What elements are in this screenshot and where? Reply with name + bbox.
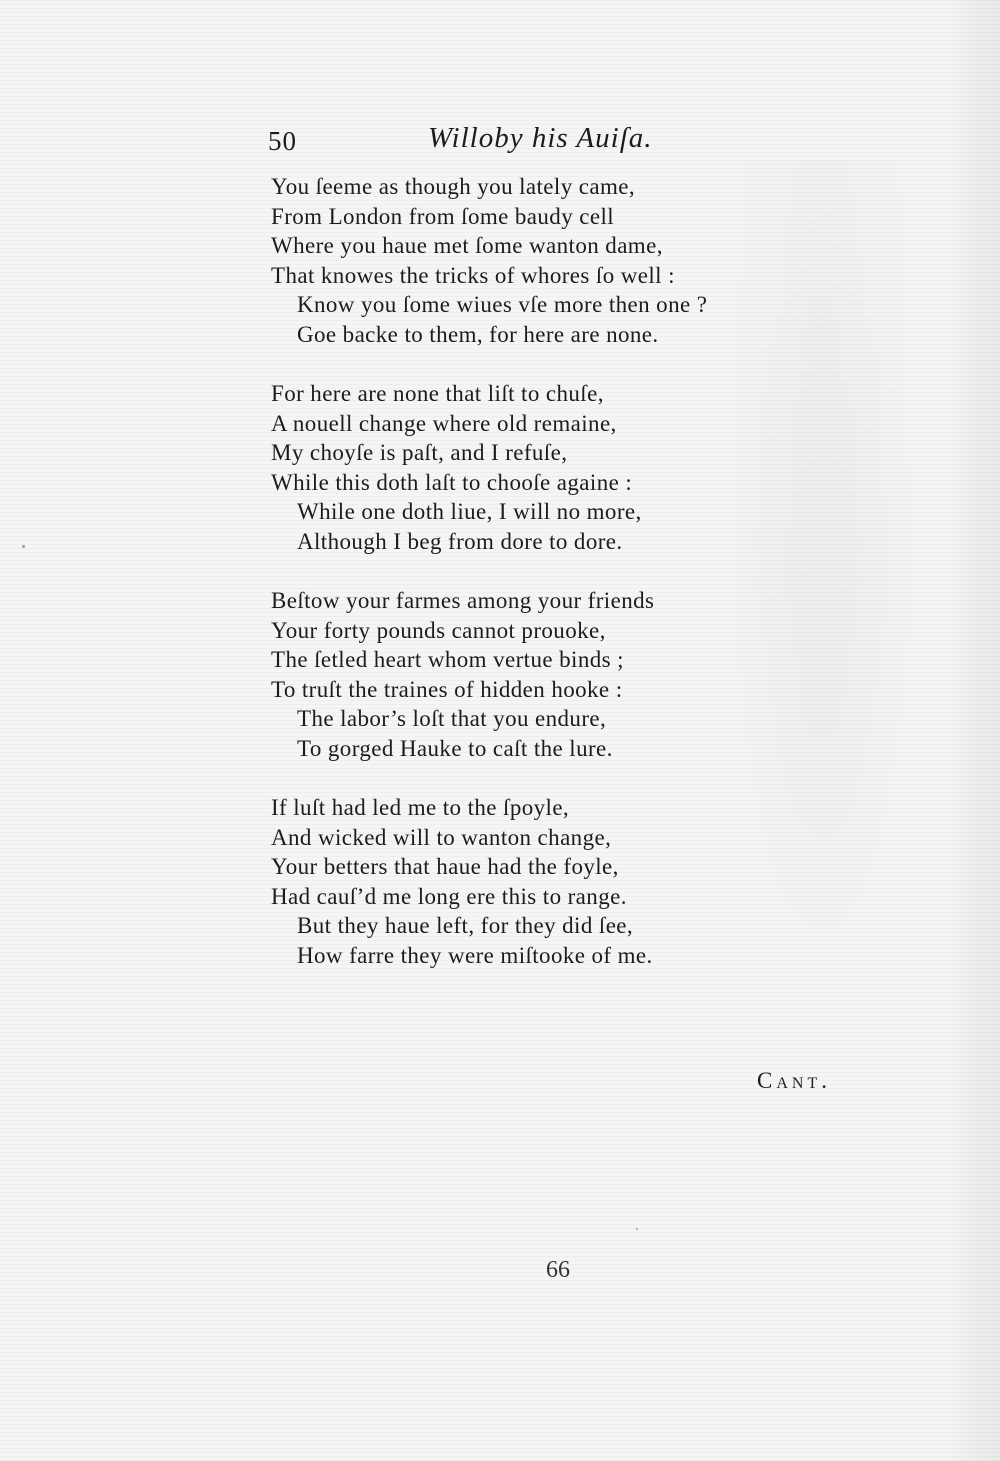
verse-line: That knowes the tricks of whores ſo well : <box>271 262 675 288</box>
verse-line-indented: But they haue left, for they did ſee, <box>297 913 634 938</box>
verse-line: Your forty pounds cannot prouoke, <box>271 617 606 643</box>
catchword: Cant. <box>757 1068 831 1093</box>
verse-line-indented: The labor’s loſt that you endure, <box>297 706 607 731</box>
verse-line: And wicked will to wanton change, <box>271 824 612 850</box>
verse-line: Your betters that haue had the foyle, <box>271 854 619 879</box>
folio-number: 50 <box>268 126 297 156</box>
verse-line: My choyſe is paſt, and I refuſe, <box>271 440 568 465</box>
verse-line: Where you haue met ſome wanton dame, <box>271 233 663 258</box>
stanza <box>271 586 791 763</box>
page-edge-shadow <box>940 0 1000 1461</box>
verse-line-indented: Goe backe to them, for here are none. <box>297 321 659 347</box>
verse-line: From London from ſome baudy cell <box>271 203 615 229</box>
verse-line-indented: To gorged Hauke to caſt the lure. <box>297 735 613 761</box>
verse-line-indented: Know you ſome wiues vſe more then one ? <box>297 292 708 317</box>
verse-line: To truſt the traines of hidden hooke : <box>271 676 623 702</box>
poem-body <box>271 172 791 1000</box>
verse-line: The ſetled heart whom vertue binds ; <box>271 647 624 672</box>
verse-line-indented: How farre they were miſtooke of me. <box>297 942 653 968</box>
verse-line: Had cauſ’d me long ere this to range. <box>271 883 627 909</box>
paper-speck <box>636 1228 638 1230</box>
verse-line: If luſt had led me to the ſpoyle, <box>271 795 570 820</box>
verse-line-indented: Although I beg from dore to dore. <box>297 528 623 554</box>
verse-line: While this doth laſt to chooſe againe : <box>271 469 633 495</box>
verse-line-indented: While one doth liue, I will no more, <box>297 499 642 524</box>
running-title: Willoby his Auiſa. <box>428 122 653 154</box>
stanza <box>271 172 791 349</box>
stanza <box>271 793 791 970</box>
stanza <box>271 379 791 556</box>
paper-speck <box>22 545 25 548</box>
verse-line: You ſeeme as though you lately came, <box>271 174 636 199</box>
page-number: 66 <box>546 1257 570 1283</box>
verse-line: Beſtow your farmes among your friends <box>271 588 655 613</box>
verse-line: For here are none that liſt to chuſe, <box>271 381 604 406</box>
verse-line: A nouell change where old remaine, <box>271 410 617 436</box>
running-head <box>268 122 728 162</box>
